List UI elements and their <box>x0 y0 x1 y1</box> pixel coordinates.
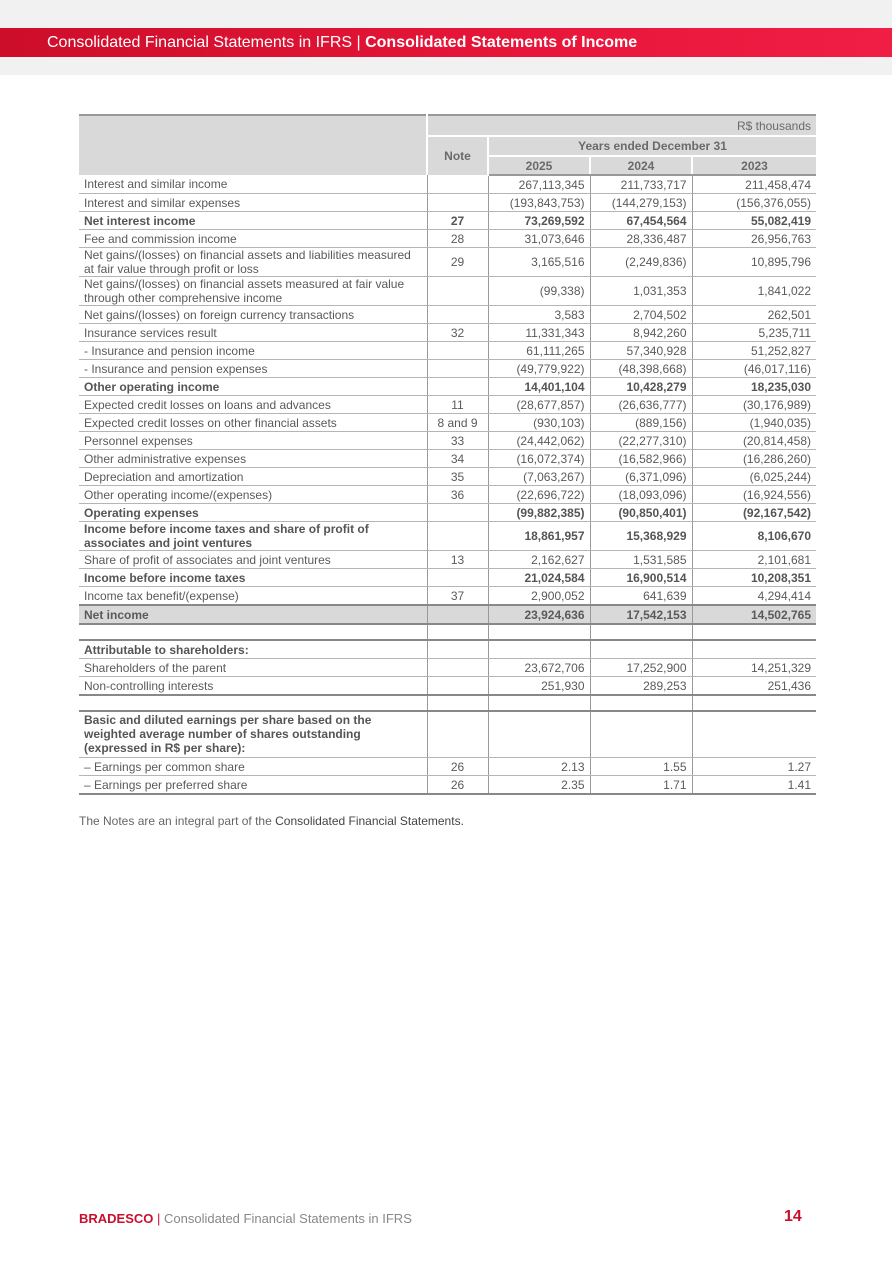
table-row <box>79 378 816 396</box>
banner-section: Consolidated Financial Statements in IFRS <box>47 34 353 51</box>
value-2025: 31,073,646 <box>488 230 590 248</box>
value-2025: 2.35 <box>488 776 590 795</box>
row-note <box>427 342 488 360</box>
value-2025: (99,338) <box>488 277 590 306</box>
page-number: 14 <box>784 1208 802 1225</box>
value-2025: (49,779,922) <box>488 360 590 378</box>
value-2023: 5,235,711 <box>692 324 816 342</box>
spacer-row <box>79 624 816 640</box>
row-note <box>427 175 488 194</box>
row-note <box>427 306 488 324</box>
row-label: Basic and diluted earnings per share based on the weighted average number of shares outstanding (expressed in R$ per share): <box>79 711 427 758</box>
value-2025: 23,924,636 <box>488 605 590 624</box>
value-2025: 2,162,627 <box>488 551 590 569</box>
row-note: 27 <box>427 212 488 230</box>
row-label: Interest and similar income <box>79 175 427 194</box>
value-2025: 18,861,957 <box>488 522 590 551</box>
footer-separator: | <box>153 1211 165 1226</box>
value-2023: 1.27 <box>692 758 816 776</box>
value-2024: (90,850,401) <box>590 504 692 522</box>
value-2024: 17,542,153 <box>590 605 692 624</box>
row-note: 28 <box>427 230 488 248</box>
table-row <box>79 758 816 776</box>
value-2024 <box>590 640 692 659</box>
value-2023: (46,017,116) <box>692 360 816 378</box>
row-label: Attributable to shareholders: <box>79 640 427 659</box>
spacer-row <box>79 695 816 711</box>
value-2023: 262,501 <box>692 306 816 324</box>
value-2024: 641,639 <box>590 587 692 606</box>
row-note <box>427 605 488 624</box>
value-2025: 3,165,516 <box>488 248 590 277</box>
row-label: Income before income taxes and share of profit of associates and joint ventures <box>79 522 427 551</box>
value-2024: 2,704,502 <box>590 306 692 324</box>
year-header-2025: 2025 <box>488 156 590 175</box>
banner-shadow-strip <box>0 57 892 75</box>
row-label: Operating expenses <box>79 504 427 522</box>
table-row <box>79 504 816 522</box>
footnote-text: The Notes are an integral part of the <box>79 814 276 828</box>
value-2025: (930,103) <box>488 414 590 432</box>
table-row <box>79 677 816 696</box>
value-2023: 26,956,763 <box>692 230 816 248</box>
value-2025 <box>488 711 590 758</box>
value-2023: 1.41 <box>692 776 816 795</box>
value-2024: (18,093,096) <box>590 486 692 504</box>
table-row <box>79 248 816 277</box>
row-label: Fee and commission income <box>79 230 427 248</box>
value-2025: 61,111,265 <box>488 342 590 360</box>
row-note: 35 <box>427 468 488 486</box>
value-2025: 21,024,584 <box>488 569 590 587</box>
row-note: 29 <box>427 248 488 277</box>
row-note <box>427 522 488 551</box>
period-header: Years ended December 31 <box>488 136 816 156</box>
value-2023 <box>692 640 816 659</box>
value-2025: (99,882,385) <box>488 504 590 522</box>
table-row <box>79 569 816 587</box>
row-label: Other administrative expenses <box>79 450 427 468</box>
value-2023: 10,208,351 <box>692 569 816 587</box>
table-row <box>79 450 816 468</box>
row-label: Personnel expenses <box>79 432 427 450</box>
table-row <box>79 396 816 414</box>
value-2024: (16,582,966) <box>590 450 692 468</box>
table-row <box>79 432 816 450</box>
value-2025: (7,063,267) <box>488 468 590 486</box>
value-2025: 251,930 <box>488 677 590 696</box>
table-row <box>79 360 816 378</box>
value-2025: 3,583 <box>488 306 590 324</box>
value-2023: (6,025,244) <box>692 468 816 486</box>
page-footer <box>79 1211 412 1226</box>
row-label: Income tax benefit/(expense) <box>79 587 427 606</box>
year-header-2024: 2024 <box>590 156 692 175</box>
row-label: Net interest income <box>79 212 427 230</box>
table-row <box>79 659 816 677</box>
value-2023: 10,895,796 <box>692 248 816 277</box>
row-label: – Earnings per preferred share <box>79 776 427 795</box>
header-blank-cell <box>79 115 427 175</box>
value-2023: (1,940,035) <box>692 414 816 432</box>
value-2025: (22,696,722) <box>488 486 590 504</box>
value-2023: 51,252,827 <box>692 342 816 360</box>
value-2024: (889,156) <box>590 414 692 432</box>
value-2024: 17,252,900 <box>590 659 692 677</box>
row-note <box>427 360 488 378</box>
value-2023: (92,167,542) <box>692 504 816 522</box>
value-2024: (48,398,668) <box>590 360 692 378</box>
row-label: – Earnings per common share <box>79 758 427 776</box>
row-label: Net gains/(losses) on foreign currency transactions <box>79 306 427 324</box>
value-2025: 14,401,104 <box>488 378 590 396</box>
value-2024: 211,733,717 <box>590 175 692 194</box>
value-2024: 289,253 <box>590 677 692 696</box>
row-label: - Insurance and pension expenses <box>79 360 427 378</box>
row-note <box>427 569 488 587</box>
year-header-2023: 2023 <box>692 156 816 175</box>
value-2023: 4,294,414 <box>692 587 816 606</box>
row-note: 37 <box>427 587 488 606</box>
row-label: Expected credit losses on other financial assets <box>79 414 427 432</box>
row-note <box>427 194 488 212</box>
value-2023: 1,841,022 <box>692 277 816 306</box>
value-2025: 73,269,592 <box>488 212 590 230</box>
row-note: 34 <box>427 450 488 468</box>
row-note: 26 <box>427 776 488 795</box>
row-note: 33 <box>427 432 488 450</box>
brand-logo-text: BRADESCO <box>79 1211 154 1226</box>
value-2023: (156,376,055) <box>692 194 816 212</box>
value-2025: (193,843,753) <box>488 194 590 212</box>
value-2023: (30,176,989) <box>692 396 816 414</box>
row-note <box>427 277 488 306</box>
table-row <box>79 230 816 248</box>
value-2024: 67,454,564 <box>590 212 692 230</box>
row-note: 36 <box>427 486 488 504</box>
footnote <box>79 814 464 828</box>
top-strip <box>0 0 892 28</box>
table-row <box>79 551 816 569</box>
value-2024: 1,031,353 <box>590 277 692 306</box>
row-label: Net gains/(losses) on financial assets measured at fair value through other comprehensive income <box>79 277 427 306</box>
value-2024: (6,371,096) <box>590 468 692 486</box>
note-header: Note <box>427 136 488 175</box>
value-2024: 1.55 <box>590 758 692 776</box>
value-2023: (16,286,260) <box>692 450 816 468</box>
row-label: Non-controlling interests <box>79 677 427 696</box>
value-2023: 14,251,329 <box>692 659 816 677</box>
value-2024: 16,900,514 <box>590 569 692 587</box>
value-2025: 2.13 <box>488 758 590 776</box>
value-2024: 57,340,928 <box>590 342 692 360</box>
footer-doc-title: Consolidated Financial Statements in IFRS <box>164 1211 412 1226</box>
table-row <box>79 277 816 306</box>
net-income-row <box>79 605 816 624</box>
row-label: Shareholders of the parent <box>79 659 427 677</box>
table-row <box>79 640 816 659</box>
row-note <box>427 640 488 659</box>
row-label: Interest and similar expenses <box>79 194 427 212</box>
footnote-emphasis: Consolidated Financial Statements. <box>275 814 464 828</box>
row-label: Expected credit losses on loans and advances <box>79 396 427 414</box>
value-2023: 55,082,419 <box>692 212 816 230</box>
row-note: 8 and 9 <box>427 414 488 432</box>
value-2024: (22,277,310) <box>590 432 692 450</box>
value-2025: 267,113,345 <box>488 175 590 194</box>
row-label: Income before income taxes <box>79 569 427 587</box>
value-2025: (16,072,374) <box>488 450 590 468</box>
table-row <box>79 175 816 194</box>
value-2023: (16,924,556) <box>692 486 816 504</box>
table-row <box>79 711 816 758</box>
value-2025: (28,677,857) <box>488 396 590 414</box>
value-2024: (2,249,836) <box>590 248 692 277</box>
value-2023: 251,436 <box>692 677 816 696</box>
row-note <box>427 677 488 696</box>
row-note: 11 <box>427 396 488 414</box>
table-row <box>79 306 816 324</box>
value-2023: 2,101,681 <box>692 551 816 569</box>
row-note <box>427 504 488 522</box>
table-row <box>79 587 816 606</box>
value-2024: 8,942,260 <box>590 324 692 342</box>
value-2024: 28,336,487 <box>590 230 692 248</box>
value-2023: 211,458,474 <box>692 175 816 194</box>
value-2023: 8,106,670 <box>692 522 816 551</box>
row-label: Net gains/(losses) on financial assets and liabilities measured at fair value through profit or loss <box>79 248 427 277</box>
row-label: Insurance services result <box>79 324 427 342</box>
value-2023: (20,814,458) <box>692 432 816 450</box>
row-label: Share of profit of associates and joint ventures <box>79 551 427 569</box>
table-row <box>79 194 816 212</box>
row-label: Net income <box>79 605 427 624</box>
table-row <box>79 776 816 795</box>
table-row <box>79 522 816 551</box>
row-note <box>427 378 488 396</box>
value-2024: (144,279,153) <box>590 194 692 212</box>
row-note: 26 <box>427 758 488 776</box>
value-2024: 1.71 <box>590 776 692 795</box>
table-row <box>79 212 816 230</box>
row-note: 13 <box>427 551 488 569</box>
row-note <box>427 711 488 758</box>
row-note: 32 <box>427 324 488 342</box>
value-2024: 10,428,279 <box>590 378 692 396</box>
table-row <box>79 324 816 342</box>
table-row <box>79 342 816 360</box>
banner-title: Consolidated Statements of Income <box>365 34 638 51</box>
row-label: Depreciation and amortization <box>79 468 427 486</box>
value-2023: 18,235,030 <box>692 378 816 396</box>
value-2023: 14,502,765 <box>692 605 816 624</box>
value-2023 <box>692 711 816 758</box>
unit-label: R$ thousands <box>427 115 816 136</box>
value-2025: 23,672,706 <box>488 659 590 677</box>
section-banner <box>0 28 892 57</box>
value-2024: 1,531,585 <box>590 551 692 569</box>
table-row <box>79 486 816 504</box>
value-2024: 15,368,929 <box>590 522 692 551</box>
value-2025: 2,900,052 <box>488 587 590 606</box>
income-statement-table <box>79 114 816 795</box>
value-2025: 11,331,343 <box>488 324 590 342</box>
row-label: Other operating income <box>79 378 427 396</box>
row-label: - Insurance and pension income <box>79 342 427 360</box>
table-row <box>79 414 816 432</box>
table-row <box>79 468 816 486</box>
value-2024 <box>590 711 692 758</box>
value-2024: (26,636,777) <box>590 396 692 414</box>
row-note <box>427 659 488 677</box>
value-2025 <box>488 640 590 659</box>
banner-separator: | <box>352 34 366 51</box>
value-2025: (24,442,062) <box>488 432 590 450</box>
row-label: Other operating income/(expenses) <box>79 486 427 504</box>
